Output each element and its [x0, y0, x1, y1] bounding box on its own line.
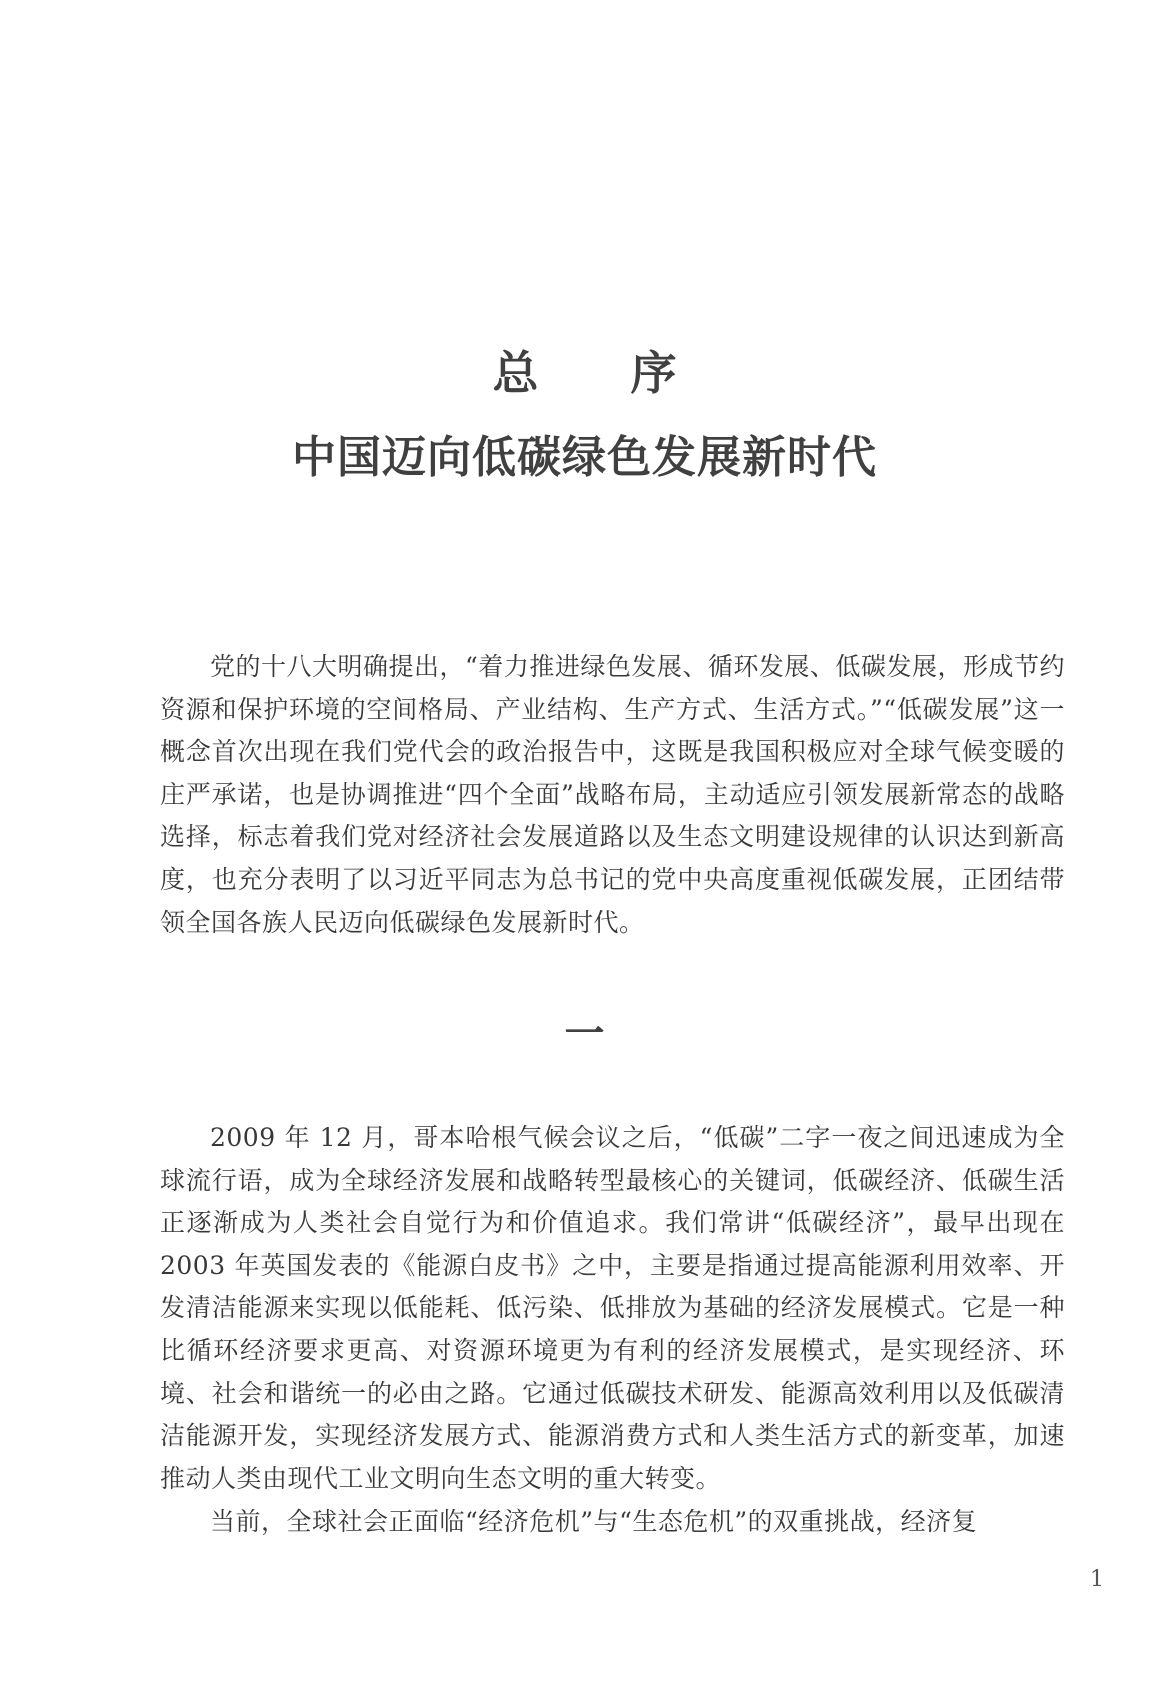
page-title: [0, 345, 1169, 401]
page-number: 1: [1090, 1567, 1104, 1592]
paragraph-current-challenges: 当前，全球社会正面临“经济危机”与“生态危机”的双重挑战，经济复: [210, 1507, 978, 1536]
paragraph-intro: 党的十八大明确提出，“着力推进绿色发展、循环发展、低碳发展，形成节约资源和保护环境的空间格局、产业结构、生产方式、生活方式。”“低碳发展”这一概念首次出现在我们党代会的政治报告中，这既是我国积极应对全球气候变暖的庄严承诺，也是协调推进“四个全面”战略布局，主动适应引领发展新常态的战略选择，标志着我们党对经济社会发展道路以及生态文明建设规律的认识达到新高度，也充分表明了以习近平同志为总书记的党中央高度重视低碳发展，正团结带领全国各族人民迈向低碳绿色发展新时代。: [160, 652, 1065, 937]
section-number: 一: [564, 1011, 605, 1057]
page-subtitle: 中国迈向低碳绿色发展新时代: [292, 432, 877, 483]
title-char-left: 总: [492, 346, 539, 400]
title-char-right: 序: [630, 346, 677, 400]
paragraph-low-carbon-economy: 2009 年 12 月，哥本哈根气候会议之后，“低碳”二字一夜之间迅速成为全球流行语，成为全球经济发展和战略转型最核心的关键词，低碳经济、低碳生活正逐渐成为人类社会自觉行为和价值追求。我们常讲“低碳经济”，最早出现在 2003 年英国发表的《能源白皮书》之中，主要是指通过提高能源利用效率、开发清洁能源来实现以低能耗、低污染、低排放为基础的经济发展模式。它是一种比循环经济要求更高、对资源环境更为有利的经济发展模式，是实现经济、环境、社会和谐统一的必由之路。它通过低碳技术研发、能源高效利用以及低碳清洁能源开发，实现经济发展方式、能源消费方式和人类生活方式的新变革，加速推动人类由现代工业文明向生态文明的重大转变。: [160, 1123, 1065, 1493]
